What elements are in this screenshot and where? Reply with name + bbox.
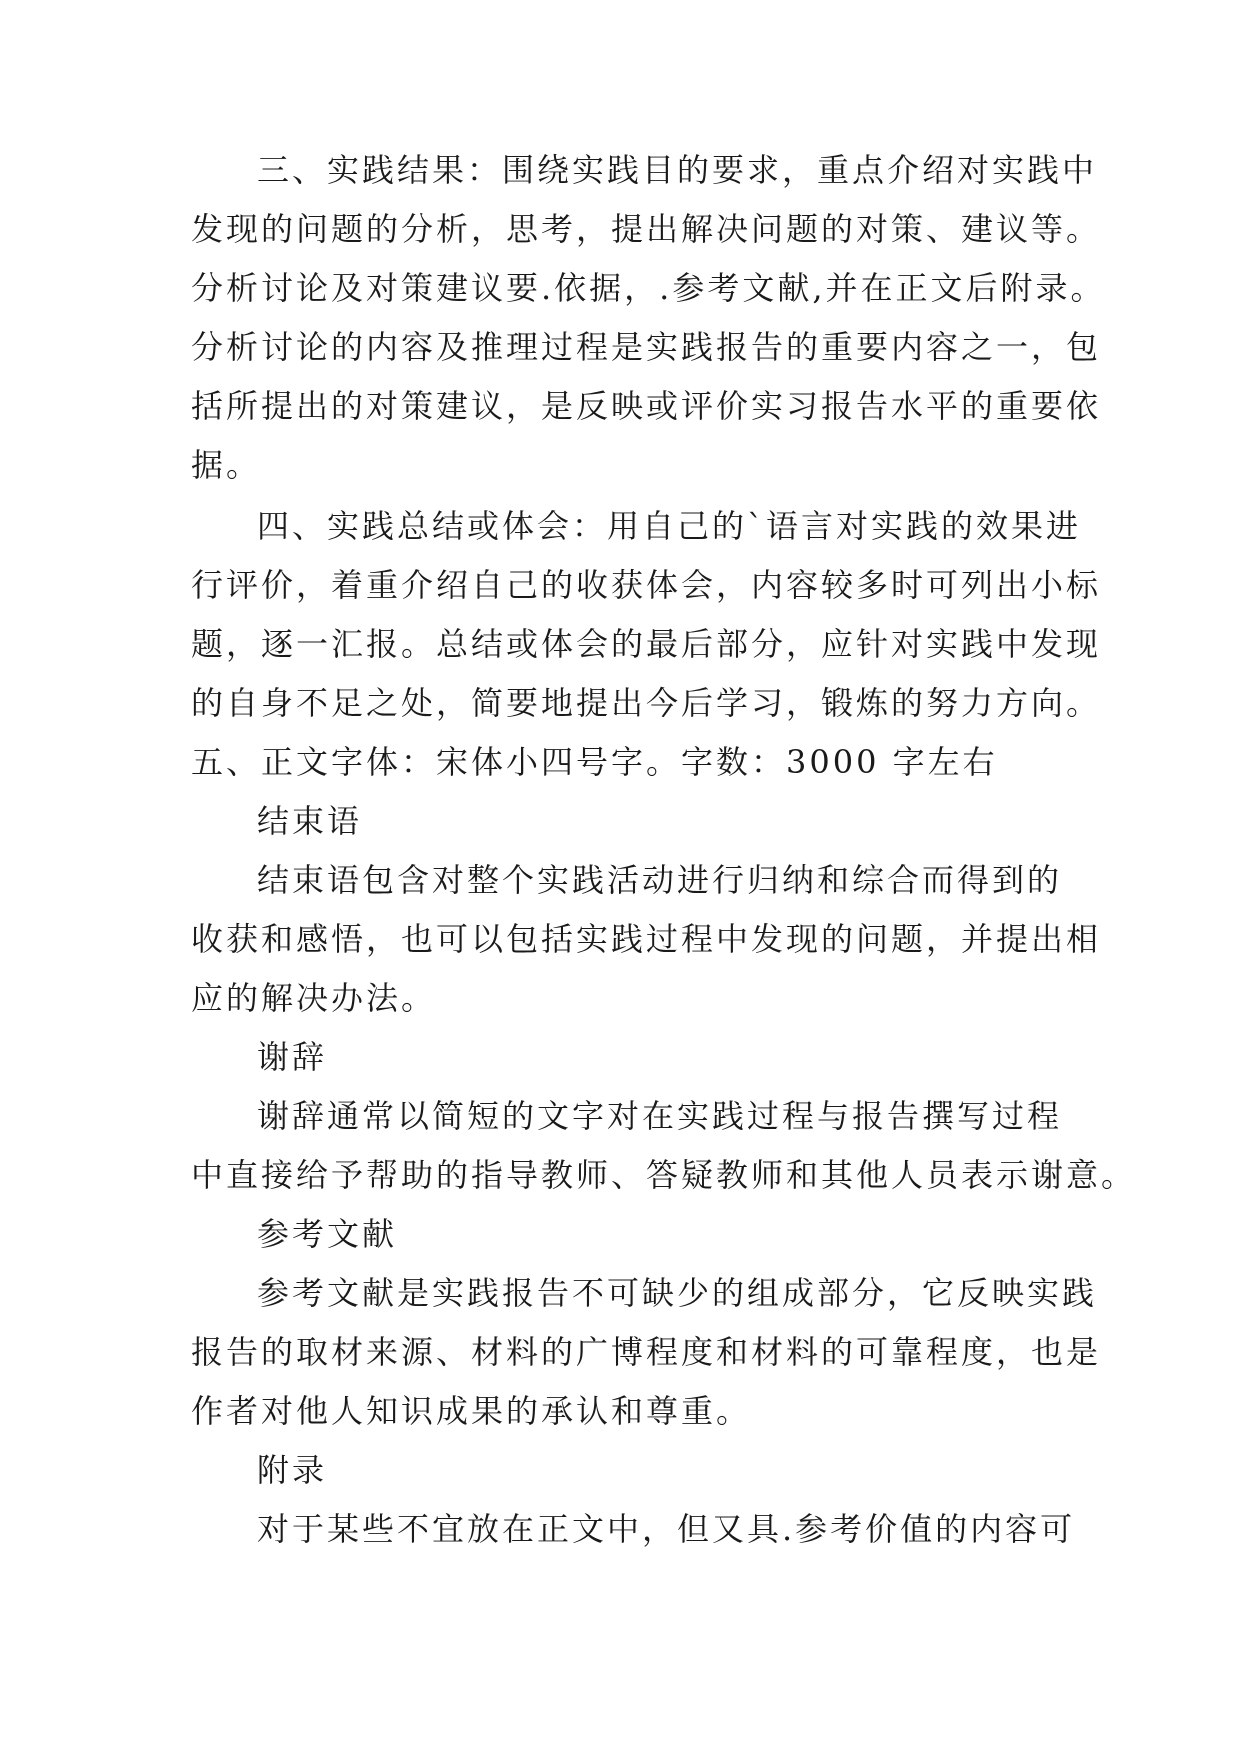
text-line: 发现的问题的分析，思考，提出解决问题的对策、建议等。: [191, 210, 1102, 248]
text-line: 行评价，着重介绍自己的收获体会，内容较多时可列出小标: [191, 566, 1102, 604]
section-heading: 参考文献: [257, 1215, 398, 1253]
text-line: 据。: [191, 446, 262, 484]
text-line: 作者对他人知识成果的承认和尊重。: [191, 1392, 752, 1430]
text-line: 结束语包含对整个实践活动进行归纳和综合而得到的: [257, 861, 1063, 899]
section-heading: 附录: [257, 1451, 328, 1489]
text-line: 五、正文字体：宋体小四号字。字数：3000 字左右: [191, 743, 998, 781]
text-line: 报告的取材来源、材料的广博程度和材料的可靠程度，也是: [191, 1333, 1102, 1371]
text-line: 对于某些不宜放在正文中，但又具.参考价值的内容可: [257, 1510, 1076, 1548]
text-line: 三、实践结果：围绕实践目的要求，重点介绍对实践中: [257, 151, 1098, 189]
text-line: 分析讨论的内容及推理过程是实践报告的重要内容之一，包: [191, 328, 1102, 366]
text-line: 参考文献是实践报告不可缺少的组成部分，它反映实践: [257, 1274, 1098, 1312]
text-line: 谢辞通常以简短的文字对在实践过程与报告撰写过程: [257, 1097, 1063, 1135]
text-line: 的自身不足之处，简要地提出今后学习，锻炼的努力方向。: [191, 684, 1102, 722]
text-line: 括所提出的对策建议，是反映或评价实习报告水平的重要依: [191, 387, 1102, 425]
text-line: 收获和感悟，也可以包括实践过程中发现的问题，并提出相: [191, 920, 1102, 958]
text-line: 分析讨论及对策建议要.依据，.参考文献,并在正文后附录。: [191, 269, 1106, 307]
section-heading: 谢辞: [257, 1038, 328, 1076]
text-line: 四、实践总结或体会：用自己的`语言对实践的效果进: [257, 507, 1082, 545]
text-line: 题，逐一汇报。总结或体会的最后部分，应针对实践中发现: [191, 625, 1102, 663]
text-line: 应的解决办法。: [191, 979, 437, 1017]
section-heading: 结束语: [257, 802, 363, 840]
text-line: 中直接给予帮助的指导教师、答疑教师和其他人员表示谢意。: [191, 1156, 1137, 1194]
